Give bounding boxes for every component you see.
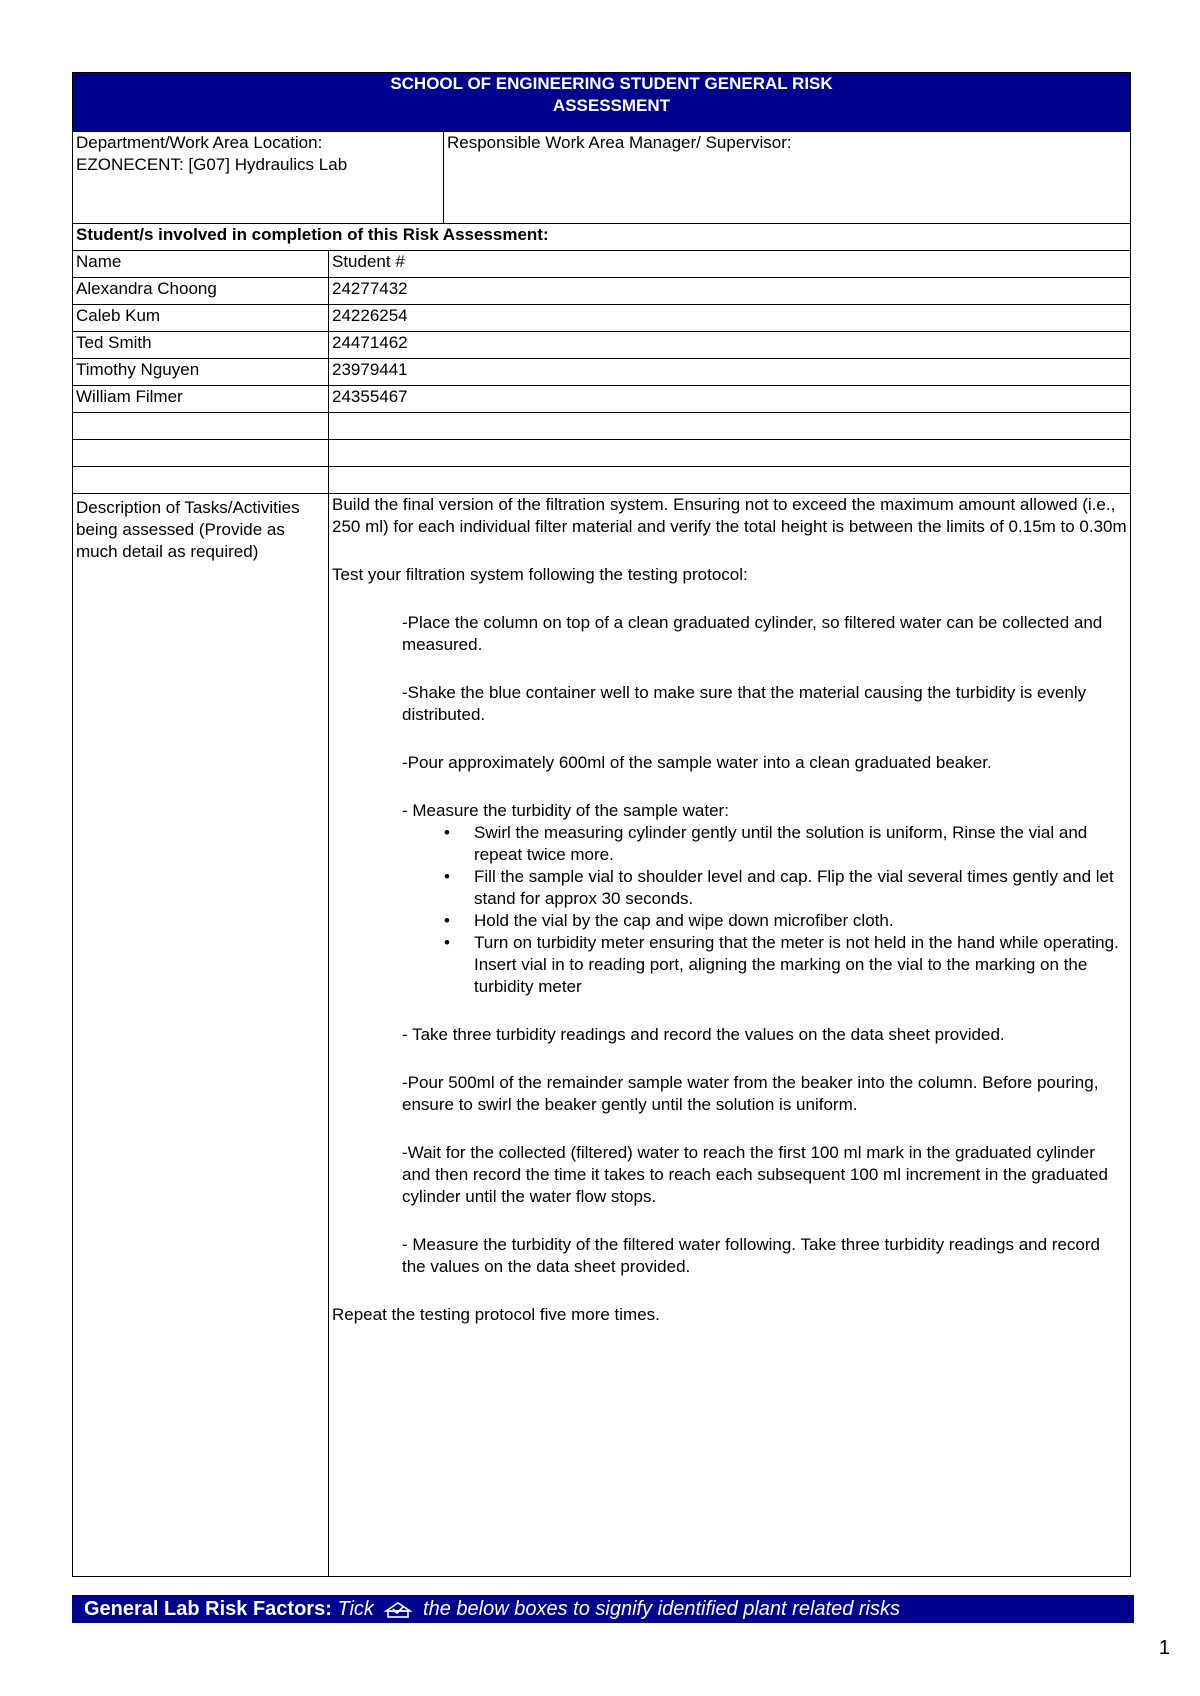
empty-cell — [329, 467, 1131, 494]
risk-assessment-form — [72, 72, 1131, 1577]
protocol-step: -Pour approximately 600ml of the sample water into a clean graduated beaker. — [402, 753, 992, 772]
bullet-text: Fill the sample vial to shoulder level and cap. Flip the vial several times gently and let stand for approx 30 seconds. — [474, 867, 1114, 908]
student-number: 24471462 — [329, 332, 1131, 359]
student-name: William Filmer — [73, 386, 329, 413]
student-name: Alexandra Choong — [73, 278, 329, 305]
bullet-icon: • — [444, 933, 450, 952]
description-test-line: Test your filtration system following the testing protocol: — [332, 565, 748, 584]
description-intro: Build the final version of the filtration system. Ensuring not to exceed the maximum amount allowed (i.e., 250 ml) for each individual filter material and verify the total height is between the limits of 0.15m to 0.30m — [332, 495, 1127, 536]
protocol-step: - Measure the turbidity of the filtered water following. Take three turbidity readings and record the values on the data sheet provided. — [402, 1235, 1100, 1276]
student-number: 24355467 — [329, 386, 1131, 413]
footer-rest: the below boxes to signify identified plant related risks — [423, 1598, 900, 1620]
empty-cell — [329, 440, 1131, 467]
list-item — [402, 932, 1127, 998]
bullet-icon: • — [444, 823, 450, 842]
empty-cell — [329, 413, 1131, 440]
protocol-step: -Place the column on top of a clean graduated cylinder, so filtered water can be collected and measured. — [402, 613, 1103, 654]
protocol-step: -Pour 500ml of the remainder sample water from the beaker into the column. Before pouring, ensure to swirl the beaker gently until the solution is uniform. — [402, 1073, 1099, 1114]
empty-row — [73, 413, 1131, 440]
page-number: 1 — [1158, 1637, 1170, 1659]
description-outro: Repeat the testing protocol five more times. — [332, 1305, 660, 1324]
list-item — [402, 822, 1127, 866]
footer-lead: General Lab Risk Factors: — [84, 1598, 332, 1620]
location-value: EZONECENT: [G07] Hydraulics Lab — [76, 155, 348, 174]
bullet-text: Swirl the measuring cylinder gently until the solution is uniform, Rinse the vial and repeat twice more. — [474, 823, 1088, 864]
student-number: 23979441 — [329, 359, 1131, 386]
protocol-step: - Measure the turbidity of the sample water: — [402, 801, 729, 820]
location-label: Department/Work Area Location: — [76, 133, 323, 152]
empty-row — [73, 467, 1131, 494]
list-item — [402, 910, 1127, 932]
location-cell — [73, 132, 444, 224]
protocol-steps — [332, 612, 1127, 1278]
list-item — [402, 866, 1127, 910]
student-number: 24226254 — [329, 305, 1131, 332]
table-row — [73, 305, 1131, 332]
col-header-name: Name — [73, 251, 329, 278]
students-heading: Student/s involved in completion of this Risk Assessment: — [73, 224, 1131, 251]
empty-cell — [73, 467, 329, 494]
student-name: Caleb Kum — [73, 305, 329, 332]
measure-bullets — [402, 822, 1127, 998]
bullet-text: Turn on turbidity meter ensuring that the meter is not held in the hand while operating. Insert vial in to reading port, aligning the marking on the vial to the marking on the turbidity meter — [474, 933, 1119, 996]
form-title-line2: ASSESSMENT — [552, 96, 671, 115]
empty-cell — [73, 440, 329, 467]
table-row — [73, 278, 1131, 305]
bullet-text: Hold the vial by the cap and wipe down microfiber cloth. — [474, 911, 894, 930]
empty-row — [73, 440, 1131, 467]
table-row — [73, 359, 1131, 386]
table-row — [73, 386, 1131, 413]
table-row — [73, 332, 1131, 359]
form-title-line1: SCHOOL OF ENGINEERING STUDENT GENERAL RISK — [390, 74, 833, 93]
student-number: 24277432 — [329, 278, 1131, 305]
empty-cell — [73, 413, 329, 440]
supervisor-cell — [444, 132, 1131, 224]
form-title — [73, 73, 1131, 132]
bullet-icon: • — [444, 911, 450, 930]
general-lab-risk-factors-bar — [72, 1595, 1134, 1623]
protocol-step: -Shake the blue container well to make sure that the material causing the turbidity is evenly distributed. — [402, 683, 1087, 724]
col-header-student-number: Student # — [329, 251, 1131, 278]
protocol-step: - Take three turbidity readings and record the values on the data sheet provided. — [402, 1025, 1005, 1044]
description-label: Description of Tasks/Activities being assessed (Provide as much detail as required) — [73, 494, 329, 1577]
bullet-icon: • — [444, 867, 450, 886]
student-name: Ted Smith — [73, 332, 329, 359]
supervisor-label: Responsible Work Area Manager/ Supervisor: — [447, 133, 792, 152]
description-body — [329, 494, 1131, 1577]
protocol-step: -Wait for the collected (filtered) water to reach the first 100 ml mark in the graduated cylinder and then record the time it takes to reach each subsequent 100 ml increment in the graduated cylinder until the water flow stops. — [402, 1143, 1108, 1206]
footer-tick-word: Tick — [337, 1598, 374, 1620]
tick-box-icon — [383, 1599, 413, 1619]
student-name: Timothy Nguyen — [73, 359, 329, 386]
